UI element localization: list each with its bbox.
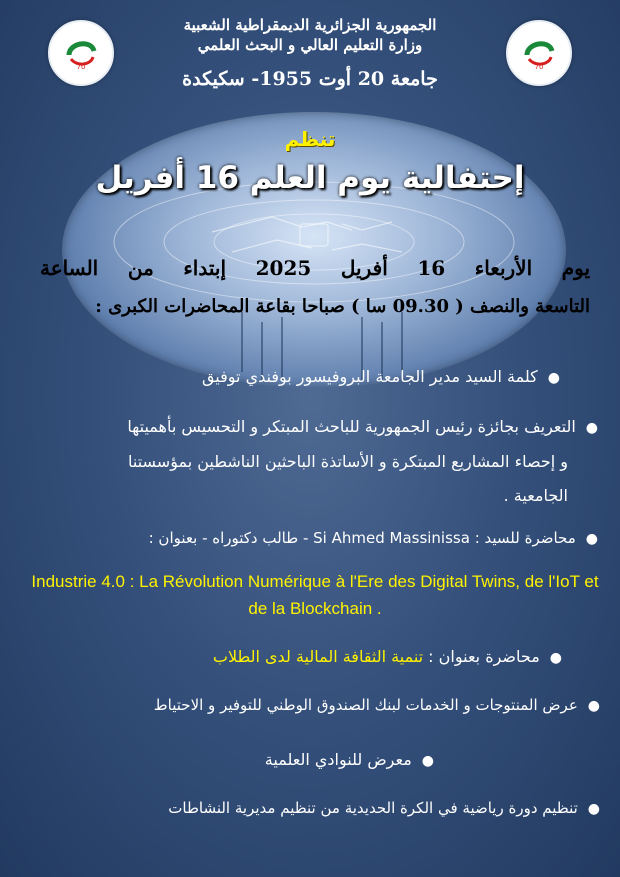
schedule-time-venue: التاسعة والنصف ( 09.30 سا ) صباحا بقاعة المحاضرات الكبرى : — [95, 296, 590, 317]
bullet-icon: ● — [585, 531, 598, 547]
schedule-date: يوم الأربعاء 16 أفريل 2025 إبتداء من الساعة — [40, 256, 591, 280]
event-title: إحتفالية يوم العلم 16 أفريل — [95, 160, 525, 196]
tech-illustration — [62, 112, 566, 388]
republic-name: الجمهورية الجزائرية الديمقراطية الشعبية — [183, 16, 437, 34]
svg-text:70: 70 — [76, 63, 86, 71]
bullet-icon: ● — [585, 420, 598, 436]
lecture-title-arabic: تنمية الثقافة المالية لدى الطلاب — [212, 647, 424, 666]
program-item-text: معرض للنوادي العلمية — [264, 750, 412, 769]
bullet-icon: ● — [549, 650, 562, 666]
program-item-text: التعريف بجائزة رئيس الجمهورية للباحث المبتكر و التحسيس بأهميتها — [127, 417, 576, 436]
bullet-icon: ● — [547, 370, 560, 386]
program-item-6 — [265, 745, 434, 776]
institution-header — [0, 12, 620, 90]
program-item-text: تنظيم دورة رياضية في الكرة الحديدية من تنظيم مديرية النشاطات — [168, 799, 578, 817]
program-item-3 — [149, 523, 598, 554]
program-item-text: كلمة السيد مدير الجامعة البروفيسور بوفندي توفيق — [201, 367, 538, 386]
svg-text:70: 70 — [534, 63, 544, 71]
program-item-prefix: محاضرة بعنوان : — [423, 647, 540, 666]
program-item-text: محاضرة للسيد : Si Ahmed Massinissa - طالب دكتوراه - بعنوان : — [148, 529, 576, 547]
bullet-icon: ● — [421, 753, 434, 769]
ministry-name: وزارة التعليم العالي و البحث العلمي — [197, 36, 423, 54]
circuit-hands-illustration — [62, 112, 566, 388]
program-item-5 — [154, 690, 600, 721]
program-item-1 — [202, 362, 560, 393]
organizes-label: تنظم — [284, 127, 336, 151]
program-item-7 — [168, 793, 600, 824]
lecture-title-english: Industrie 4.0 : La Révolution Numérique à l'Ere des Digital Twins, de l'IoT et de la Blockchain . — [31, 572, 599, 618]
program-item-2 — [127, 412, 598, 443]
program-item-2-line-2: و إحصاء المشاريع المبتكرة و الأساتذة الباحثين الناشطين بمؤسستنا — [127, 452, 568, 471]
university-name: جامعة 20 أوت 1955- سكيكدة — [182, 68, 438, 90]
program-item-2-line-3: الجامعية . — [503, 486, 568, 505]
program-item-text: عرض المنتوجات و الخدمات لبنك الصندوق الوطني للتوفير و الاحتياط — [153, 696, 578, 714]
bullet-icon: ● — [587, 698, 600, 714]
program-item-4 — [213, 642, 562, 673]
bullet-icon: ● — [587, 801, 600, 817]
